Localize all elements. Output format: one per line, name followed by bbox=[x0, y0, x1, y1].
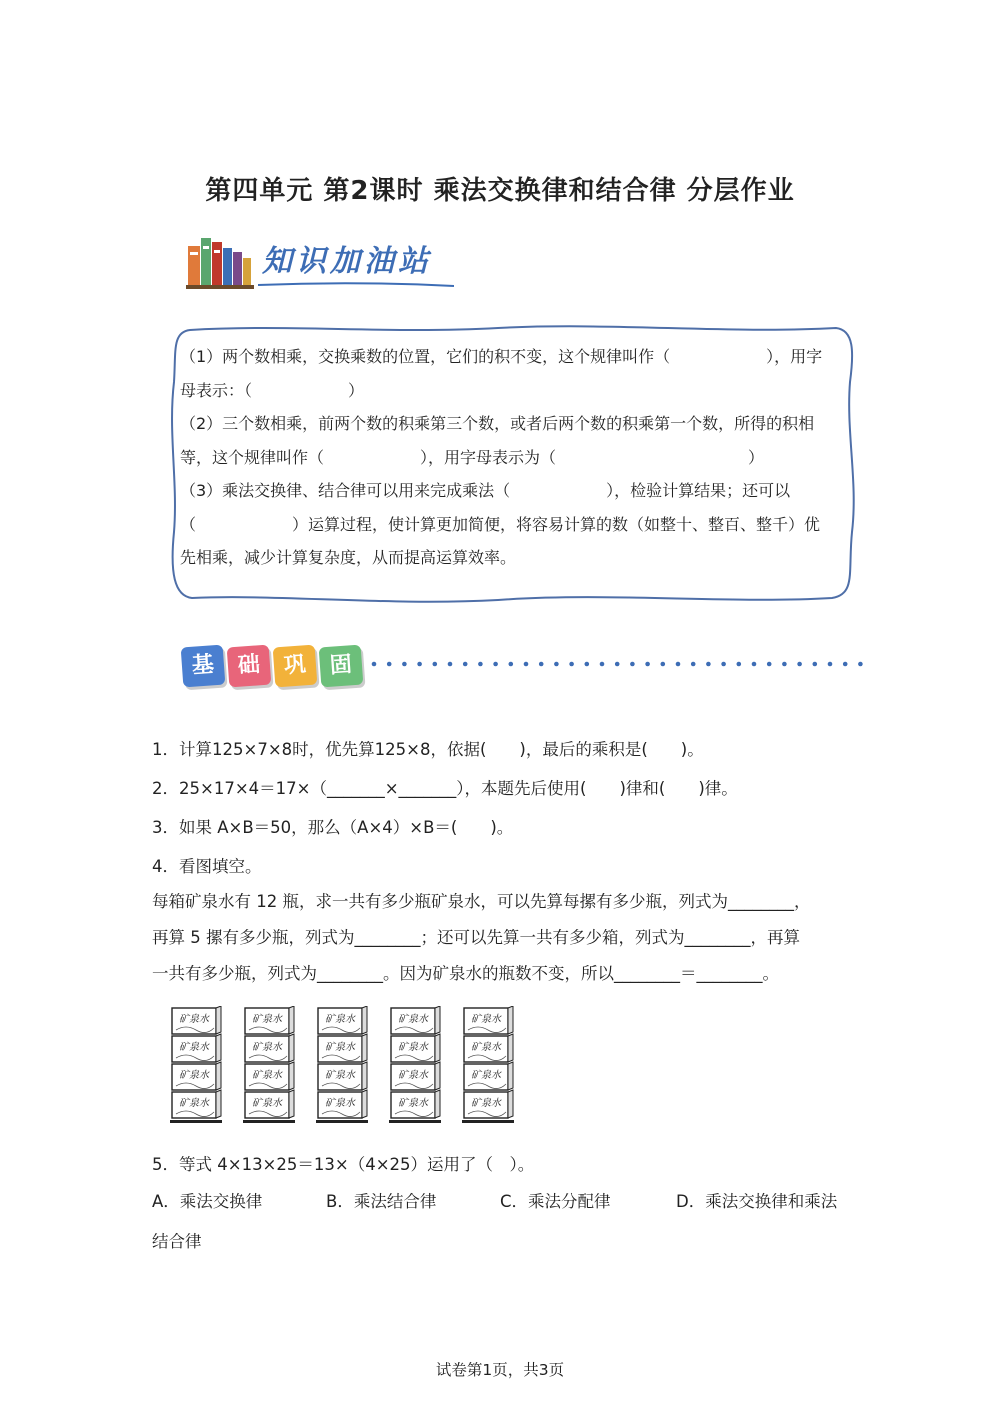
basic-tile-1: 基 bbox=[181, 645, 226, 688]
basic-tile-4: 固 bbox=[319, 645, 364, 688]
divider-dot bbox=[554, 662, 559, 667]
question-4-text bbox=[152, 884, 852, 992]
question-1: 1．计算125×7×8时，优先算125×8，依据( )，最后的乘积是( )。 bbox=[152, 740, 704, 759]
divider-dot bbox=[691, 662, 696, 667]
knowledge-line: （1）两个数相乘，交换乘数的位置，它们的积不变，这个规律叫作（ ），用字 bbox=[180, 347, 823, 366]
divider-dot bbox=[721, 662, 726, 667]
divider-dot bbox=[372, 662, 377, 667]
divider-dot bbox=[463, 662, 468, 667]
question-4-line: 一共有多少瓶，列式为________。因为矿泉水的瓶数不变，所以________＝________。 bbox=[152, 964, 779, 983]
option-c: C．乘法分配律 bbox=[500, 1192, 611, 1211]
water-box-label: 矿泉水 bbox=[325, 1070, 355, 1081]
knowledge-line: （2）三个数相乘，前两个数的积乘第三个数，或者后两个数的积乘第一个数，所得的积相 bbox=[180, 414, 815, 433]
divider-dot bbox=[493, 662, 498, 667]
water-box-label: 矿泉水 bbox=[252, 1042, 282, 1053]
divider-dot bbox=[782, 662, 787, 667]
divider-dot bbox=[417, 662, 422, 667]
water-box-label: 矿泉水 bbox=[471, 1042, 501, 1053]
box-stack bbox=[462, 1006, 514, 1123]
knowledge-line: 先相乘，减少计算复杂度，从而提高运算效率。 bbox=[180, 548, 517, 567]
knowledge-text bbox=[180, 340, 852, 575]
divider-dot bbox=[524, 662, 529, 667]
water-box-label: 矿泉水 bbox=[179, 1098, 209, 1109]
water-box-label: 矿泉水 bbox=[471, 1070, 501, 1081]
divider-dot bbox=[478, 662, 483, 667]
question-4-line: 每箱矿泉水有 12 瓶，求一共有多少瓶矿泉水，可以先算每摞有多少瓶，列式为________， bbox=[152, 892, 811, 911]
page-footer: 试卷第1页，共3页 bbox=[435, 1361, 565, 1379]
water-box-label: 矿泉水 bbox=[398, 1070, 428, 1081]
option-b: B．乘法结合律 bbox=[326, 1192, 437, 1211]
dotted-divider bbox=[370, 660, 870, 668]
divider-dot bbox=[858, 662, 863, 667]
water-box-label: 矿泉水 bbox=[398, 1042, 428, 1053]
divider-dot bbox=[828, 662, 833, 667]
water-box-label: 矿泉水 bbox=[325, 1042, 355, 1053]
divider-dot bbox=[387, 662, 392, 667]
option-d-wrap: 结合律 bbox=[152, 1232, 202, 1251]
divider-dot bbox=[676, 662, 681, 667]
water-box-label: 矿泉水 bbox=[325, 1014, 355, 1025]
divider-dot bbox=[661, 662, 666, 667]
divider-dot bbox=[767, 662, 772, 667]
question-5: 5．等式 4×13×25＝13×（4×25）运用了（ ）。 bbox=[152, 1155, 535, 1174]
water-box-label: 矿泉水 bbox=[179, 1042, 209, 1053]
divider-dot bbox=[797, 662, 802, 667]
knowledge-line: （ ）运算过程，使计算更加简便，将容易计算的数（如整十、整百、整千）优 bbox=[180, 514, 821, 534]
divider-dot bbox=[706, 662, 711, 667]
question-3: 3．如果 A×B＝50，那么（A×4）×B＝( )。 bbox=[152, 818, 514, 837]
water-box-label: 矿泉水 bbox=[325, 1098, 355, 1109]
divider-dot bbox=[539, 662, 544, 667]
divider-dot bbox=[585, 662, 590, 667]
water-box-label: 矿泉水 bbox=[252, 1014, 282, 1025]
page-title: 第四单元 第2课时 乘法交换律和结合律 分层作业 bbox=[205, 176, 795, 206]
box-stack bbox=[316, 1006, 368, 1123]
heading-underline bbox=[258, 282, 454, 288]
divider-dot bbox=[402, 662, 407, 667]
divider-dot bbox=[737, 662, 742, 667]
divider-dot bbox=[645, 662, 650, 667]
knowledge-heading: 知识加油站 bbox=[262, 244, 432, 279]
knowledge-line: 等，这个规律叫作（ ），用字母表示为（ ） bbox=[180, 447, 765, 467]
basic-tile-3: 巩 bbox=[273, 645, 318, 688]
water-box-label: 矿泉水 bbox=[398, 1014, 428, 1025]
box-stack bbox=[389, 1006, 441, 1123]
divider-dot bbox=[509, 662, 514, 667]
divider-dot bbox=[843, 662, 848, 667]
box-stack bbox=[243, 1006, 295, 1123]
divider-dot bbox=[630, 662, 635, 667]
water-box-label: 矿泉水 bbox=[398, 1098, 428, 1109]
water-box-label: 矿泉水 bbox=[252, 1070, 282, 1081]
knowledge-line: 母表示：（ ） bbox=[180, 380, 365, 400]
divider-dot bbox=[615, 662, 620, 667]
water-box-label: 矿泉水 bbox=[471, 1014, 501, 1025]
divider-dot bbox=[813, 662, 818, 667]
question-4-line: 再算 5 摞有多少瓶，列式为________；还可以先算一共有多少箱，列式为________，再算 bbox=[152, 928, 800, 947]
water-box-label: 矿泉水 bbox=[252, 1098, 282, 1109]
divider-dot bbox=[600, 662, 605, 667]
water-box-label: 矿泉水 bbox=[179, 1070, 209, 1081]
water-box-stacks bbox=[168, 1006, 528, 1126]
question-4: 4．看图填空。 bbox=[152, 857, 262, 876]
basic-tile-2: 础 bbox=[227, 645, 272, 688]
option-d: D．乘法交换律和乘法 bbox=[676, 1192, 838, 1211]
question-2: 2．25×17×4＝17×（_______×_______），本题先后使用( )律和( )律。 bbox=[152, 779, 738, 798]
option-a: A．乘法交换律 bbox=[152, 1192, 263, 1211]
divider-dot bbox=[752, 662, 757, 667]
water-box-label: 矿泉水 bbox=[179, 1014, 209, 1025]
water-box-label: 矿泉水 bbox=[471, 1098, 501, 1109]
knowledge-line: （3）乘法交换律、结合律可以用来完成乘法（ ），检验计算结果；还可以 bbox=[180, 481, 791, 500]
box-stack bbox=[170, 1006, 222, 1123]
divider-dot bbox=[433, 662, 438, 667]
divider-dot bbox=[569, 662, 574, 667]
divider-dot bbox=[448, 662, 453, 667]
